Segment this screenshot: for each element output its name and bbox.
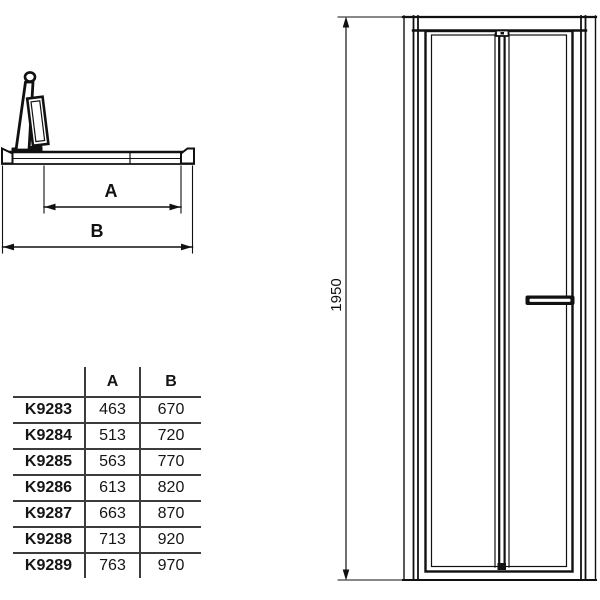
door-handle [526, 296, 575, 306]
arrow-right-icon [170, 204, 181, 211]
product-code: K9286 [13, 475, 85, 501]
dimension-b [3, 166, 193, 253]
plan-left-wall-profile [2, 149, 13, 164]
value-b: 670 [140, 397, 201, 423]
dimension-height [328, 17, 412, 581]
value-b: 920 [140, 527, 201, 553]
value-b: 970 [140, 553, 201, 578]
plan-view [2, 72, 194, 253]
dimension-a [44, 166, 181, 213]
door-panels [426, 31, 575, 572]
arrow-left-icon [3, 244, 14, 251]
header-col-a: A [85, 367, 140, 397]
value-a: 763 [85, 553, 140, 578]
dimension-a-label: A [104, 181, 118, 201]
plan-right-wall-profile [181, 149, 194, 164]
table-row [13, 423, 201, 449]
table-row [13, 553, 201, 578]
table-row [13, 449, 201, 475]
value-a: 713 [85, 527, 140, 553]
pivot-knob [25, 72, 35, 81]
size-table-header [13, 367, 201, 397]
value-b: 820 [140, 475, 201, 501]
arrow-left-icon [45, 204, 56, 211]
table-row [13, 501, 201, 527]
center-fold-mullion [495, 31, 509, 571]
folded-door-plan [12, 72, 49, 153]
product-code: K9283 [13, 397, 85, 423]
value-a: 613 [85, 475, 140, 501]
value-b: 770 [140, 449, 201, 475]
header-blank [13, 367, 85, 397]
top-pivot-mark [501, 32, 505, 35]
product-code: K9287 [13, 501, 85, 527]
product-code: K9288 [13, 527, 85, 553]
table-row [13, 475, 201, 501]
table-row [13, 397, 201, 423]
arrow-right-icon [181, 244, 192, 251]
plan-track [2, 152, 194, 164]
dimension-b-label: B [90, 221, 104, 241]
product-code: K9289 [13, 553, 85, 578]
value-b: 870 [140, 501, 201, 527]
elevation-view [328, 16, 596, 581]
product-code: K9284 [13, 423, 85, 449]
table-row [13, 527, 201, 553]
arrow-down-icon [343, 570, 350, 581]
value-a: 463 [85, 397, 140, 423]
size-table [13, 367, 201, 578]
value-a: 563 [85, 449, 140, 475]
value-a: 663 [85, 501, 140, 527]
value-a: 513 [85, 423, 140, 449]
product-code: K9285 [13, 449, 85, 475]
header-col-b: B [140, 367, 201, 397]
arrow-up-icon [343, 17, 350, 28]
height-dimension-value: 1950 [328, 278, 345, 312]
value-b: 720 [140, 423, 201, 449]
bottom-guide-block [498, 563, 507, 570]
